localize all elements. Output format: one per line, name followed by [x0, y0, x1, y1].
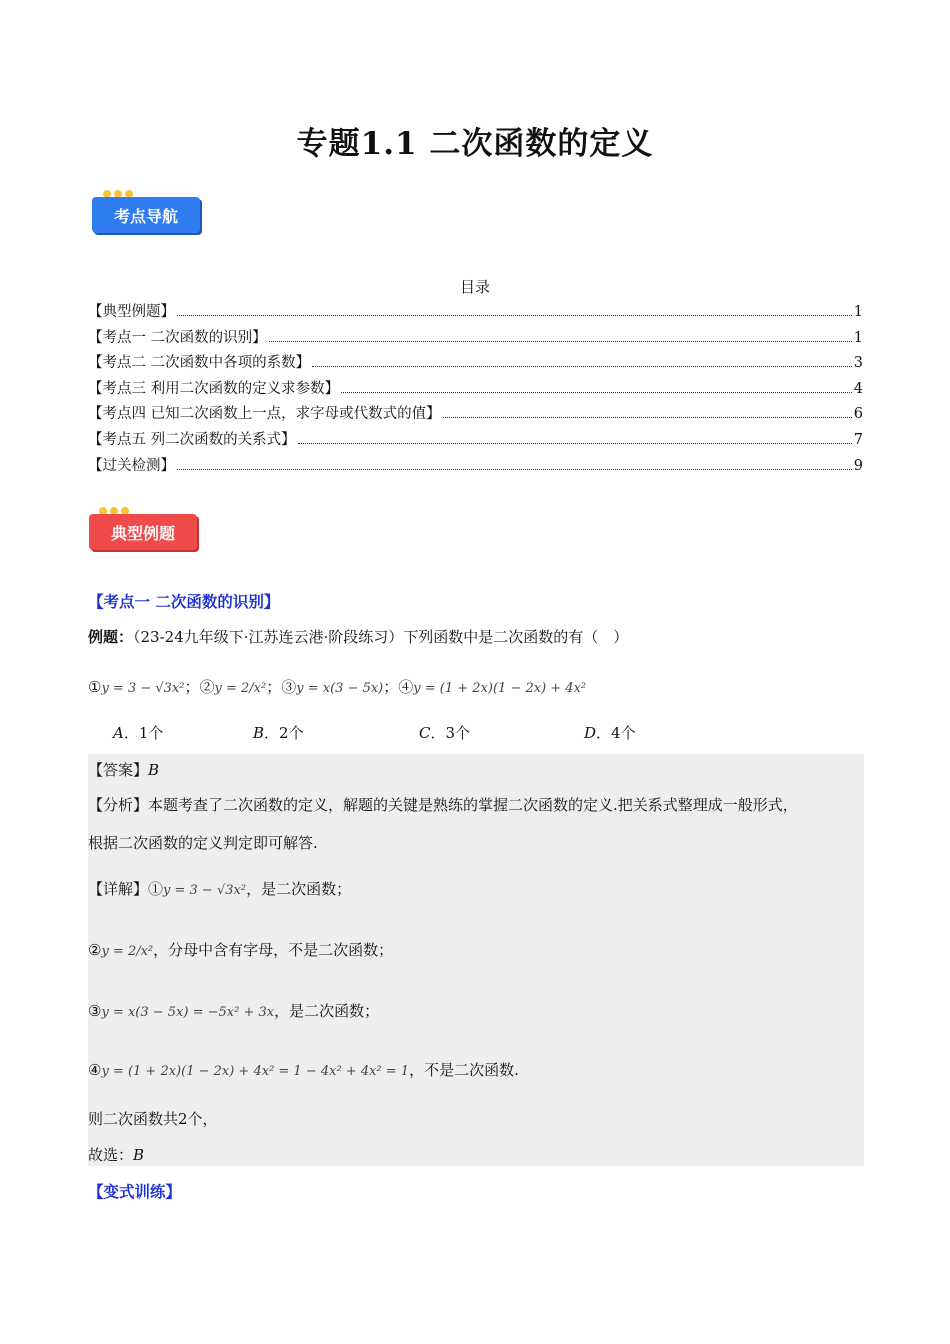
nav-badge: 考点导航 — [92, 197, 200, 233]
page-title: 专题1.1 二次函数的定义 — [296, 126, 654, 162]
formula: y = (1 + 2x)(1 − 2x) + 4x² = 1 − 4x² + 4x² = 1 — [101, 1064, 410, 1079]
answer-line: 【答案】B — [88, 761, 160, 779]
example-label: 例题： — [88, 628, 134, 646]
table-of-contents — [88, 300, 863, 479]
answer-value: B — [148, 761, 160, 779]
formula: y = (1 + 2x)(1 − 2x) + 4x² — [413, 681, 587, 696]
example-items: ①y = 3 − √3x²；②y = 2/x²；③y = x(3 − 5x)；④y = (1 + 2x)(1 − 2x) + 4x² — [88, 678, 587, 696]
detail-line-3: ③y = x(3 − 5x) = −5x² + 3x，是二次函数； — [88, 1002, 380, 1020]
example-text: （23-24九年级下·江苏连云港·阶段练习）下列函数中是二次函数的有（ ） — [133, 628, 629, 646]
toc-item[interactable]: 【过关检测】 9 — [88, 457, 863, 474]
option-b[interactable]: B．2个 — [253, 724, 304, 742]
formula: y = x(3 − 5x) = −5x² + 3x — [101, 1005, 275, 1020]
formula: y = 3 − √3x² — [101, 681, 185, 696]
detail-line-1: 【详解】①y = 3 − √3x²，是二次函数； — [88, 880, 352, 898]
toc-item[interactable]: 【考点五 列二次函数的关系式】 7 — [88, 431, 863, 448]
option-c[interactable]: C．3个 — [419, 724, 471, 742]
choose-line: 故选：B — [88, 1146, 145, 1164]
conclusion: 则二次函数共2个， — [88, 1110, 218, 1128]
toc-item[interactable]: 【考点四 已知二次函数上一点，求字母或代数式的值】 6 — [88, 406, 863, 423]
toc-item[interactable]: 【考点一 二次函数的识别】 1 — [88, 329, 863, 346]
toc-item[interactable]: 【考点二 二次函数中各项的系数】 3 — [88, 355, 863, 372]
formula: y = x(3 − 5x) — [296, 681, 384, 696]
formula: y = 3 − √3x² — [163, 883, 247, 898]
analysis-line-2: 根据二次函数的定义判定即可解答. — [88, 834, 318, 852]
formula: y = 2/x² — [101, 944, 154, 959]
toc-heading: 目录 — [459, 278, 490, 296]
section-heading: 【考点一 二次函数的识别】 — [88, 592, 280, 611]
choose-value: B — [133, 1146, 145, 1164]
toc-item[interactable]: 【典型例题】 1 — [88, 304, 863, 320]
option-a[interactable]: A．1个 — [113, 724, 164, 742]
detail-line-4: ④y = (1 + 2x)(1 − 2x) + 4x² = 1 − 4x² + 4x² = 1，不是二次函数. — [88, 1061, 519, 1079]
analysis-line-1: 【分析】本题考查了二次函数的定义，解题的关键是熟练的掌握二次函数的定义.把关系式整理成一般形式， — [88, 796, 798, 814]
example-question — [88, 626, 628, 647]
answer-panel — [88, 754, 864, 1166]
formula: y = 2/x² — [214, 681, 267, 696]
detail-line-2: ②y = 2/x²，分母中含有字母，不是二次函数； — [88, 941, 394, 959]
option-d[interactable]: D．4个 — [584, 724, 636, 742]
variant-heading: 【变式训练】 — [88, 1182, 182, 1201]
toc-item[interactable]: 【考点三 利用二次函数的定义求参数】 4 — [88, 380, 863, 397]
example-badge: 典型例题 — [89, 514, 197, 550]
